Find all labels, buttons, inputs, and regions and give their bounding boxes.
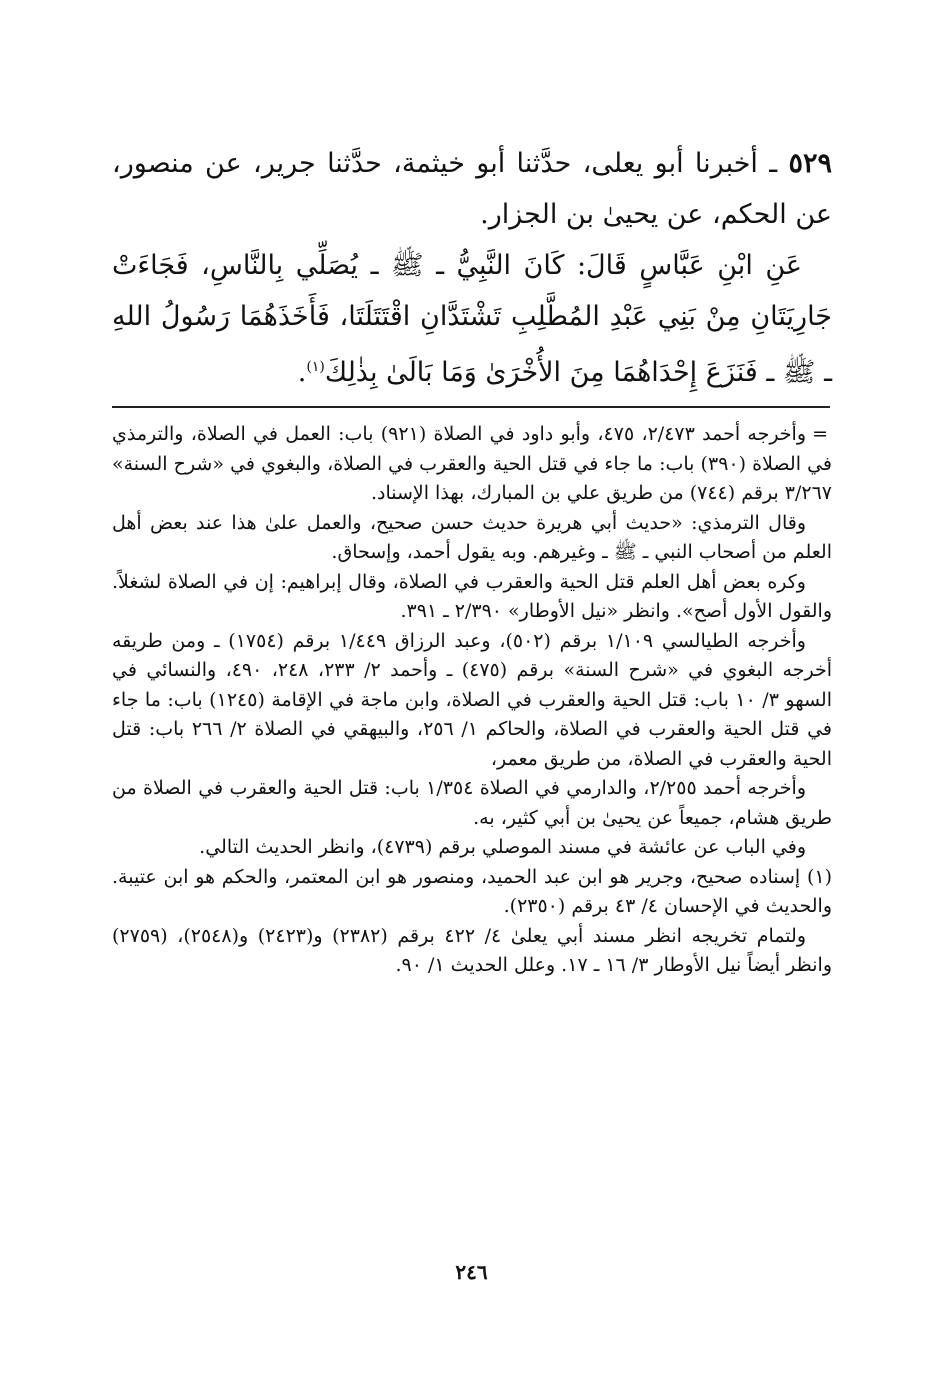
hadith-isnad <box>112 138 832 240</box>
footnote-paragraph <box>112 420 832 509</box>
footnotes-block <box>112 420 832 981</box>
hadith-block <box>112 138 832 398</box>
continuation-mark: = <box>812 423 828 445</box>
isnad-text: ـ أخبرنا أبو يعلى، حدَّثنا أبو خيثمة، حدَّثنا جرير، عن منصور، عن الحكم، عن يحيىٰ بن الجزار. <box>112 148 832 230</box>
page-number: ٢٤٦ <box>455 1260 488 1284</box>
footnote-1-more: ولتمام تخريجه انظر مسند أبي يعلىٰ ٤/ ٤٢٢ برقم (٢٣٨٢) و(٢٤٢٣) و(٢٥٤٨)، (٢٧٥٩) وانظر أيضاً نيل الأوطار ٣/ ١٦ ـ ١٧. وعلل الحديث ١/ ٩٠. <box>112 924 832 976</box>
hadith-matn <box>112 240 832 398</box>
footnote-1 <box>112 863 832 922</box>
footnote-divider <box>112 406 830 408</box>
footnote-paragraph: وقال الترمذي: «حديث أبي هريرة حديث حسن صحيح، والعمل علىٰ هذا عند بعض أهل العلم من أصحاب النبي ـ ﷺ ـ وغيرهم. وبه يقول أحمد، وإسحاق. <box>112 511 832 563</box>
footnote-paragraph: وفي الباب عن عائشة في مسند الموصلي برقم (٤٧٣٩)، وانظر الحديث التالي. <box>199 836 806 858</box>
footnote-paragraph: وأخرجه الطيالسي ١/١٠٩ برقم (٥٠٢)، وعبد الرزاق ١/٤٤٩ برقم (١٧٥٤) ـ ومن طريقه أخرجه البغوي في «شرح السنة» برقم (٤٧٥) ـ وأحمد ٢/ ٢٣٣، ٢٤٨، ٤٩٠، والنسائي في السهو ٣/ ١٠ باب: قتل الحية والعقرب في الصلاة، وابن ماجة في الإقامة (١٢٤٥) باب: ما جاء في قتل الحية والعقرب في الصلاة، والحاكم ١/ ٢٥٦، والبيهقي في الصلاة ٢/ ٢٦٦ باب: قتل الحية والعقرب في الصلاة، من طريق معمر، <box>112 629 833 770</box>
footnote-label: (١) <box>806 865 832 888</box>
footnote-1-text: إسناده صحيح، وجرير هو ابن عبد الحميد، ومنصور هو ابن المعتمر، والحكم هو ابن عتيبة. والحديث في الإحسان ٤/ ٤٣ برقم (٢٣٥٠). <box>112 865 832 917</box>
footnote-ref: (١) <box>306 359 325 375</box>
matn-text: عَنِ ابْنِ عَبَّاسٍ قَالَ: كَانَ النَّبِيُّ ـ ﷺ ـ يُصَلِّي بِالنَّاسِ، فَجَاءَتْ جَارِيَتَانِ مِنْ بَنِي عَبْدِ المُطَّلِبِ تَشْتَدَّانِ اقْتَتَلَتَا، فَأَخَذَهُمَا رَسُولُ اللهِ ـ ﷺ ـ فَنَزَعَ إِحْدَاهُمَا مِنَ الأُخْرَىٰ وَمَا بَالَىٰ بِذٰلِكَ <box>112 250 832 388</box>
footnote-text: وأخرجه أحمد ٢/٤٧٣، ٤٧٥، وأبو داود في الصلاة (٩٢١) باب: العمل في الصلاة، والترمذي في الصلاة (٣٩٠) باب: ما جاء في قتل الحية والعقرب في الصلاة، والبغوي في «شرح السنة» ٣/٢٦٧ برقم (٧٤٤) من طريق علي بن المبارك، بهذا الإسناد. <box>112 423 833 504</box>
matn-end: . <box>297 357 307 388</box>
footnote-paragraph: وأخرجه أحمد ٢/٢٥٥، والدارمي في الصلاة ١/٣٥٤ باب: قتل الحية والعقرب في الصلاة من طريق هشام، جميعاً عن يحيىٰ بن أبي كثير، به. <box>112 777 832 829</box>
hadith-number: ٥٢٩ <box>788 148 832 179</box>
footnote-paragraph: وكره بعض أهل العلم قتل الحية والعقرب في الصلاة، وقال إبراهيم: إن في الصلاة لشغلاً. والقول الأول أصح». وانظر «نيل الأوطار» ٢/٣٩٠ ـ ٣٩١. <box>112 570 832 622</box>
